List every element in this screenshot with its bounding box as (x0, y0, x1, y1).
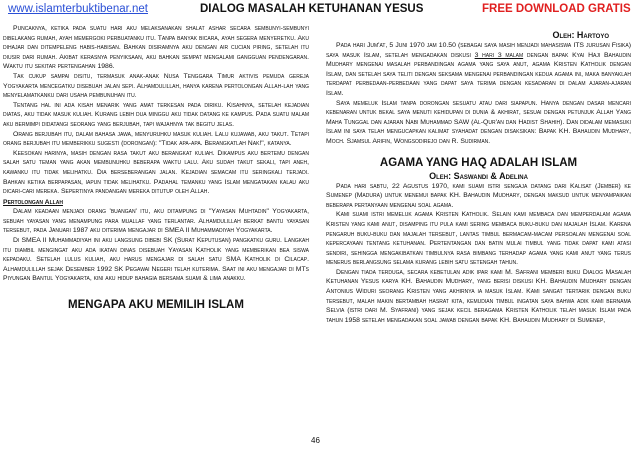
paragraph: Pada hari sabtu, 22 Agustus 1970, kami suami istri sengaja datang dari Kalisat (Jember) ke Sumenep (Madura) untuk menemui bapak KH. Bahaudin Mudhary, dengan maksud untuk menyampaikan beberapa pertanyaan mengenai soal agama. (326, 182, 631, 209)
paragraph: Kami suami istri memeluk agama Kristen Katholik. Selain kami membaca dan memperdalam agama Kristen yang kami anut, disamping itu pula kami sering membaca buku-buku dan majalah Islam. Karena pengaruh buku-buku dan majalah tersebut, lantas timbul bermacam-macam persoalan mengenai soal kepercayaan tentang ketuhanan. Pertentangan dan batin mulai timbul yang tidak dapat kami atasi sendiri, sehingga mengakibatkan timbulnya rasa bimbang terhadap agama yang kami anut yang terus menerus berlangsung selama kurang lebih satu setengah tahun. (326, 211, 631, 267)
paragraph: Saya memeluk Islam tanpa dorongan sesuatu atau dari siapapun. Hanya dengan dasar mencari kebenaran untuk bekal saya menuti kehidupan di dunia & akhirat, sesuai dengan petunjuk Allah Yang Maha Tunggal dan ajaran Nabi Muhammad SAW (Al-Qur'an dan Hadist Shahih). Dan didalam memasuki Islam ini saya telah mengucapkan kalimat syahadat dengan disaksikan: Bapak KH. Bahaudin Mudhary, Moch. Sjamsul Arifin, Wongsodirejo dan R. Sudirman. (326, 99, 631, 145)
paragraph: Dengan tiada terduga, secara kebetulan adik ipar kami M. Safrani memberi buku Dialog Masalah Ketuhanan Yesus karya KH. Bahaudin Mudhary, yang berisi diskusi KH. Bahaudin Mudhary dengan Antonius Widuri seorang Kristen yang akhirnya ia masuk Islam. Kami sangat tertarik dengan buku tersebut, malah makin bertambah hasrat kita, kemudian timbul ingatan saya bahwa adik kami bernama Selvia (istri dari M. Syafrani) yang sejak kecil beragama Kristen Katholik telah masuk Islam pada tahun 1958 setelah mengadakan soal jawab dengan bapak KH. Bahaudin Mudhary di Sumenep, (326, 268, 631, 324)
page-number: 46 (311, 436, 320, 445)
free-download-label: FREE DOWNLOAD GRATIS (482, 3, 631, 15)
paragraph (326, 41, 631, 99)
document-title: DIALOG MASALAH KETUHANAN YESUS (200, 3, 424, 15)
paragraph: Tentang hal ini ada kisah menarik yang amat terkesan pada diriku. Kisahnya, setelah kejadian diatas, aku tidak masuk kuliah. Kurang lebih dua minggu aku tidak datang ke kampus. Pada suatu malam aku bermimpi didatangi seorang yang berjubah, tapi wajahnya tak begitu jelas. (3, 101, 309, 128)
left-column (3, 24, 309, 312)
paragraph-text: Pada hari Jum'at, 5 Juni 1970 jam 10.50 (sebagai saya masih menjadi mahasiswa ITS jurusan Fisika) saya masuk Islam, setelah mengadakan diskusi (326, 42, 631, 59)
paragraph-text: dengan bapak Kyai Haji Bahaudin Mudhary mengenai masalah perbandingan agama yang saya anut, agama Kristen Katholik dengan Islam, dan setelah saya teliti dengan seksama mengenai perbandingan kedua agama ini, maka banyaklah terdapat perbedaan-perbedaan yang dapat saya terima dengan kesadaran di dalam ajaran-ajaran Islam. (326, 51, 632, 97)
paragraph: Tak cukup sampai disitu, termasuk anak-anak Nusa Tenggara Timur aktivis pemuda gereja Yogyakarta mencegatku disebuah jalan sepi. Alhamdulillah, hanya karena pertolongan Allah-lah yang menyelamatkanku dari usaha pembunuhan itu. (3, 72, 309, 100)
article-heading: MENGAPA AKU MEMILIH ISLAM (68, 299, 244, 312)
paragraph: Keesokan harinya, masih dengan rasa takut aku berangkat kuliah. Dikampus aku bertemu dengan salah satu teman yang akan membunuhku beberapa waktu lalu. Aku sudah takut sekali, tapi aneh, kawanku itu tidak melihatku. Dia berseberangan jalan. Kejadian semacam itu seringkali terjadi. Bahkan ketika berpapasan, iapun tidak melihatku. Padahal temanku yang Islam mengatakan kalau aku dicari-cari mereka. Sepertinya pandangan mereka ditutup oleh Allah. (3, 149, 309, 196)
paragraph: Di SMEA II Muhammadiyah ini aku langsung dibebi SK (Surat Keputusan) pangkatku guru. Langkah itu diambil mengingat aku ada ikatan dinas disebuah Yayasan Katholik yang memberikan bea siswa kepadaku. Setelah lulus kuliah, aku harus mengajar di salah satu SMA Katholik di Cilacap. Alhamdulillah sejak Desember 1992 SK Pegawai Negeri telah kuterima. Saat ini aku mengajar di MTs Piyungan Bantul Yogyakarta, kini aku hidup bahagia bersama suami & lima anakku. (3, 237, 309, 283)
paragraph: Orang berjubah itu, dalam bahasa jawa, menyuruhku masuk kuliah. Lalu kujawab, aku takut. Tetapi orang berjubah itu memberikku sugesti (dorongan): "Tidak apa-apa. Berangkatlah Nak!", katanya. (3, 130, 309, 148)
right-column (326, 30, 631, 325)
underlined-text: 3 hari 3 malam (474, 51, 524, 59)
article-author: Oleh: Saswandi & Adelina (429, 170, 528, 181)
article-author: Oleh: Hartoyo (552, 30, 609, 40)
article-heading: AGAMA YANG HAQ ADALAH ISLAM (379, 156, 578, 169)
section-heading: Pertolongan Allah (3, 198, 63, 206)
page-header (0, 0, 638, 20)
site-link[interactable]: www.islamterbuktibenar.net (8, 3, 148, 15)
paragraph: Dalam keadaan menjadi orang 'buangan' itu, aku ditampung di "Yayasan Muhtadin" Yogyakarta, sebuah yayasan yang menampung para muallaf yang terlantar. Alhamdulillah berkat bantu yayasan tersebut, pada Januari 1987 aku diterima mengajar di SMEA II Muhammadiyah Yogyakarta. (3, 208, 309, 235)
paragraph: Puncaknya, ketika pada suatu hari aku melaksanakan shalat ashar secara sembunyi-sembunyi dibelakang rumah, ayah memergoki perbuatanku itu. Tanpa banyak bicara, ayah segera menyeretku. Aku dihajar dan ditempeleng habis-habisan. Bahkan disiramnya aku dengan air cucian piring, setelah itu diusir dari rumah. Akibat kerasnya penyiksaan, aku bahkan sempat mengalami gangguan pendengaran. Waktu itu sekitar pertengahan 1986. (3, 25, 309, 71)
